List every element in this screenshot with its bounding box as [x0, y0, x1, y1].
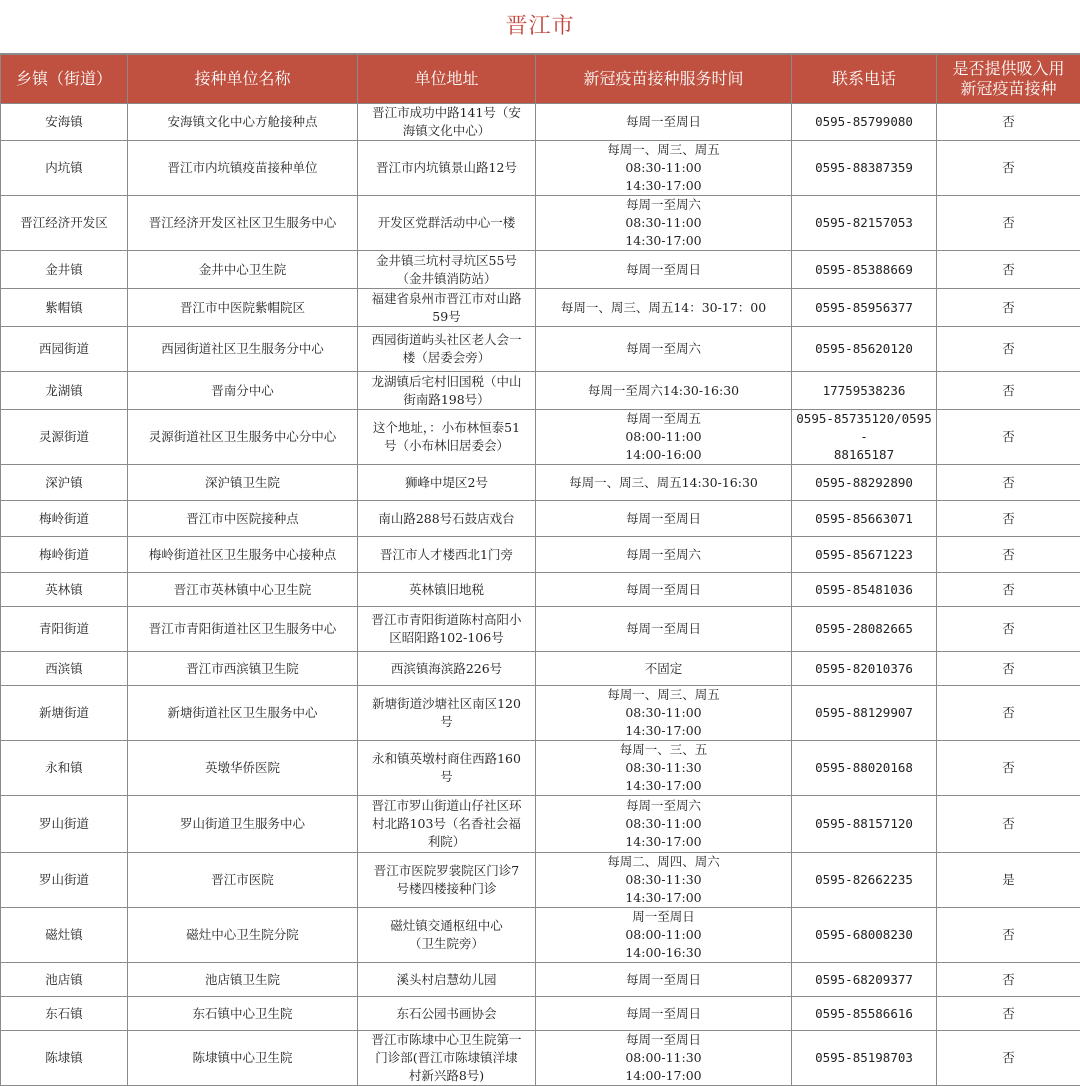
table-row: [1, 1031, 1080, 1086]
cell-inhaled: 否: [937, 372, 1080, 410]
table-row: [1, 104, 1080, 141]
cell-phone: 0595-85388669: [792, 251, 937, 289]
table-row: [1, 607, 1080, 652]
cell-town: 青阳街道: [1, 607, 128, 652]
cell-town: 西园街道: [1, 327, 128, 372]
header-town: 乡镇（街道）: [1, 55, 128, 104]
table-row: [1, 963, 1080, 997]
table-row: [1, 251, 1080, 289]
cell-inhaled: 否: [937, 686, 1080, 741]
cell-address: 晋江市成功中路141号（安 海镇文化中心）: [358, 104, 536, 141]
cell-unit: 金井中心卫生院: [128, 251, 358, 289]
header-time: 新冠疫苗接种服务时间: [536, 55, 792, 104]
cell-time: 每周一至周日: [536, 963, 792, 997]
cell-unit: 英墩华侨医院: [128, 741, 358, 796]
cell-inhaled: 否: [937, 410, 1080, 465]
cell-time: 每周一至周日: [536, 104, 792, 141]
cell-town: 紫帽镇: [1, 289, 128, 327]
table-row: [1, 652, 1080, 686]
cell-time: 每周一至周日 08:00-11:30 14:00-17:00: [536, 1031, 792, 1086]
cell-inhaled: 否: [937, 607, 1080, 652]
cell-unit: 陈埭镇中心卫生院: [128, 1031, 358, 1086]
cell-unit: 新塘街道社区卫生服务中心: [128, 686, 358, 741]
cell-unit: 晋江经济开发区社区卫生服务中心: [128, 196, 358, 251]
cell-time: 每周一、周三、周五14：30-17：00: [536, 289, 792, 327]
cell-time: 每周一至周日: [536, 251, 792, 289]
cell-town: 池店镇: [1, 963, 128, 997]
table-row: [1, 796, 1080, 853]
cell-time: 每周一至周六 08:30-11:00 14:30-17:00: [536, 796, 792, 853]
cell-unit: 梅岭街道社区卫生服务中心接种点: [128, 537, 358, 573]
cell-phone: 0595-85956377: [792, 289, 937, 327]
cell-phone: 0595-82157053: [792, 196, 937, 251]
cell-phone: 0595-85620120: [792, 327, 937, 372]
cell-time: 每周一、周三、周五 08:30-11:00 14:30-17:00: [536, 686, 792, 741]
cell-time: 每周一、周三、周五14:30-16:30: [536, 465, 792, 501]
cell-unit: 晋江市内坑镇疫苗接种单位: [128, 141, 358, 196]
cell-phone: 0595-85586616: [792, 997, 937, 1031]
cell-address: 南山路288号石鼓店戏台: [358, 501, 536, 537]
cell-phone: 0595-85671223: [792, 537, 937, 573]
cell-address: 西园街道屿头社区老人会一 楼（居委会旁）: [358, 327, 536, 372]
cell-town: 磁灶镇: [1, 908, 128, 963]
cell-inhaled: 否: [937, 141, 1080, 196]
cell-time: 每周一至周五 08:00-11:00 14:00-16:00: [536, 410, 792, 465]
cell-town: 陈埭镇: [1, 1031, 128, 1086]
cell-town: 罗山街道: [1, 853, 128, 908]
cell-phone: 0595-88129907: [792, 686, 937, 741]
cell-address: 金井镇三坑村寻坑区55号 （金井镇消防站）: [358, 251, 536, 289]
cell-address: 晋江市罗山街道山仔社区环 村北路103号（名香社会福 利院）: [358, 796, 536, 853]
header-row: [1, 55, 1080, 104]
cell-inhaled: 否: [937, 652, 1080, 686]
cell-address: 新塘街道沙塘社区南区120 号: [358, 686, 536, 741]
cell-unit: 晋江市西滨镇卫生院: [128, 652, 358, 686]
cell-inhaled: 否: [937, 104, 1080, 141]
cell-inhaled: 否: [937, 465, 1080, 501]
header-address: 单位地址: [358, 55, 536, 104]
cell-unit: 磁灶中心卫生院分院: [128, 908, 358, 963]
table-row: [1, 410, 1080, 465]
cell-time: 每周一至周六14:30-16:30: [536, 372, 792, 410]
cell-inhaled: 是: [937, 853, 1080, 908]
cell-time: 每周一至周日: [536, 573, 792, 607]
table-row: [1, 741, 1080, 796]
cell-phone: 0595-68008230: [792, 908, 937, 963]
cell-address: 开发区党群活动中心一楼: [358, 196, 536, 251]
cell-unit: 晋江市医院: [128, 853, 358, 908]
cell-inhaled: 否: [937, 327, 1080, 372]
cell-time: 每周一至周日: [536, 501, 792, 537]
cell-unit: 池店镇卫生院: [128, 963, 358, 997]
cell-unit: 晋江市青阳街道社区卫生服务中心: [128, 607, 358, 652]
cell-time: 不固定: [536, 652, 792, 686]
table-row: [1, 686, 1080, 741]
cell-address: 晋江市陈埭中心卫生院第一 门诊部(晋江市陈埭镇洋埭 村新兴路8号): [358, 1031, 536, 1086]
cell-town: 梅岭街道: [1, 501, 128, 537]
cell-town: 龙湖镇: [1, 372, 128, 410]
table-row: [1, 327, 1080, 372]
cell-inhaled: 否: [937, 196, 1080, 251]
table-row: [1, 141, 1080, 196]
cell-time: 每周一至周六: [536, 327, 792, 372]
cell-address: 晋江市医院罗裳院区门诊7 号楼四楼接种门诊: [358, 853, 536, 908]
cell-inhaled: 否: [937, 1031, 1080, 1086]
cell-phone: 0595-85663071: [792, 501, 937, 537]
cell-inhaled: 否: [937, 573, 1080, 607]
cell-unit: 罗山街道卫生服务中心: [128, 796, 358, 853]
cell-town: 深沪镇: [1, 465, 128, 501]
cell-phone: 0595-85799080: [792, 104, 937, 141]
cell-inhaled: 否: [937, 251, 1080, 289]
cell-inhaled: 否: [937, 908, 1080, 963]
cell-time: 每周一至周日: [536, 997, 792, 1031]
cell-phone: 0595-85481036: [792, 573, 937, 607]
cell-town: 金井镇: [1, 251, 128, 289]
cell-time: 每周一至周六 08:30-11:00 14:30-17:00: [536, 196, 792, 251]
table-row: [1, 853, 1080, 908]
table-row: [1, 289, 1080, 327]
cell-unit: 晋江市中医院紫帽院区: [128, 289, 358, 327]
cell-town: 内坑镇: [1, 141, 128, 196]
cell-inhaled: 否: [937, 289, 1080, 327]
table-row: [1, 573, 1080, 607]
cell-phone: 0595-85198703: [792, 1031, 937, 1086]
cell-address: 溪头村启慧幼儿园: [358, 963, 536, 997]
cell-inhaled: 否: [937, 963, 1080, 997]
cell-time: 每周一至周日: [536, 607, 792, 652]
cell-town: 安海镇: [1, 104, 128, 141]
cell-phone: 0595-82010376: [792, 652, 937, 686]
cell-phone: 0595-88387359: [792, 141, 937, 196]
cell-phone: 0595-88157120: [792, 796, 937, 853]
cell-unit: 晋南分中心: [128, 372, 358, 410]
cell-address: 磁灶镇交通枢纽中心 （卫生院旁）: [358, 908, 536, 963]
cell-inhaled: 否: [937, 537, 1080, 573]
table-row: [1, 465, 1080, 501]
sheet-title: 晋江市: [0, 0, 1080, 54]
table-row: [1, 908, 1080, 963]
cell-phone: 0595-85735120/0595- 88165187: [792, 410, 937, 465]
cell-phone: 0595-68209377: [792, 963, 937, 997]
cell-inhaled: 否: [937, 741, 1080, 796]
cell-unit: 深沪镇卫生院: [128, 465, 358, 501]
cell-town: 东石镇: [1, 997, 128, 1031]
cell-phone: 0595-88020168: [792, 741, 937, 796]
cell-time: 每周一、三、五 08:30-11:30 14:30-17:00: [536, 741, 792, 796]
cell-town: 灵源街道: [1, 410, 128, 465]
cell-address: 东石公园书画协会: [358, 997, 536, 1031]
cell-town: 永和镇: [1, 741, 128, 796]
cell-time: 每周二、周四、周六 08:30-11:30 14:30-17:00: [536, 853, 792, 908]
table-row: [1, 196, 1080, 251]
table-row: [1, 501, 1080, 537]
table-row: [1, 997, 1080, 1031]
cell-unit: 晋江市中医院接种点: [128, 501, 358, 537]
cell-phone: 0595-82662235: [792, 853, 937, 908]
cell-town: 英林镇: [1, 573, 128, 607]
cell-address: 晋江市青阳街道陈村高阳小 区昭阳路102-106号: [358, 607, 536, 652]
cell-address: 永和镇英墩村商住西路160 号: [358, 741, 536, 796]
cell-unit: 灵源街道社区卫生服务中心分中心: [128, 410, 358, 465]
cell-address: 龙湖镇后宅村旧国税（中山 街南路198号）: [358, 372, 536, 410]
cell-phone: 0595-88292890: [792, 465, 937, 501]
cell-phone: 17759538236: [792, 372, 937, 410]
cell-address: 晋江市人才楼西北1门旁: [358, 537, 536, 573]
cell-phone: 0595-28082665: [792, 607, 937, 652]
cell-address: 西滨镇海滨路226号: [358, 652, 536, 686]
cell-time: 每周一、周三、周五 08:30-11:00 14:30-17:00: [536, 141, 792, 196]
cell-unit: 东石镇中心卫生院: [128, 997, 358, 1031]
cell-town: 新塘街道: [1, 686, 128, 741]
table-row: [1, 537, 1080, 573]
cell-address: 福建省泉州市晋江市对山路 59号: [358, 289, 536, 327]
header-inhaled: 是否提供吸入用 新冠疫苗接种: [937, 55, 1080, 104]
cell-address: 狮峰中堤区2号: [358, 465, 536, 501]
cell-unit: 晋江市英林镇中心卫生院: [128, 573, 358, 607]
cell-town: 西滨镇: [1, 652, 128, 686]
cell-town: 罗山街道: [1, 796, 128, 853]
cell-town: 晋江经济开发区: [1, 196, 128, 251]
table-row: [1, 372, 1080, 410]
cell-address: 晋江市内坑镇景山路12号: [358, 141, 536, 196]
cell-address: 英林镇旧地税: [358, 573, 536, 607]
cell-inhaled: 否: [937, 501, 1080, 537]
cell-inhaled: 否: [937, 997, 1080, 1031]
header-phone: 联系电话: [792, 55, 937, 104]
cell-unit: 西园街道社区卫生服务分中心: [128, 327, 358, 372]
cell-town: 梅岭街道: [1, 537, 128, 573]
cell-inhaled: 否: [937, 796, 1080, 853]
cell-address: 这个地址，：小布林恒泰51 号（小布林旧居委会）: [358, 410, 536, 465]
cell-time: 每周一至周六: [536, 537, 792, 573]
cell-unit: 安海镇文化中心方舱接种点: [128, 104, 358, 141]
cell-time: 周一至周日 08:00-11:00 14:00-16:30: [536, 908, 792, 963]
header-unit: 接种单位名称: [128, 55, 358, 104]
vaccination-table: [0, 54, 1080, 1086]
